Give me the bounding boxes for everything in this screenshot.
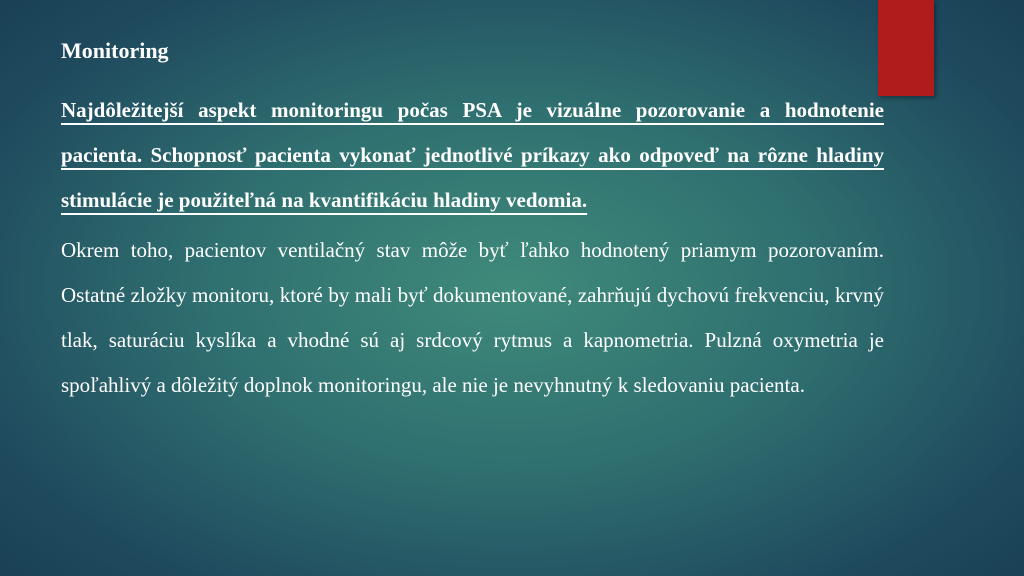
body-paragraph: Okrem toho, pacientov ventilačný stav môže byť ľahko hodnotený priamym pozorovaním. Ostatné zložky monitoru, ktoré by mali byť dokumentované, zahrňujú dychovú frekvenciu, krvný tlak, saturáciu kyslíka a vhodné sú aj srdcový rytmus a kapnometria. Pulzná oxymetria je spoľahlivý a dôležitý doplnok monitoringu, ale nie je nevyhnutný k sledovaniu pacienta. (61, 238, 884, 397)
slide-title: Monitoring (61, 38, 169, 63)
red-accent-bar (878, 0, 934, 96)
slide-content (61, 88, 884, 408)
key-paragraph: Najdôležitejší aspekt monitoringu počas PSA je vizuálne pozorovanie a hodnotenie pacienta. Schopnosť pacienta vykonať jednotlivé príkazy ako odpoveď na rôzne hladiny stimulácie je použiteľná na kvantifikáciu hladiny vedomia. (61, 98, 884, 212)
